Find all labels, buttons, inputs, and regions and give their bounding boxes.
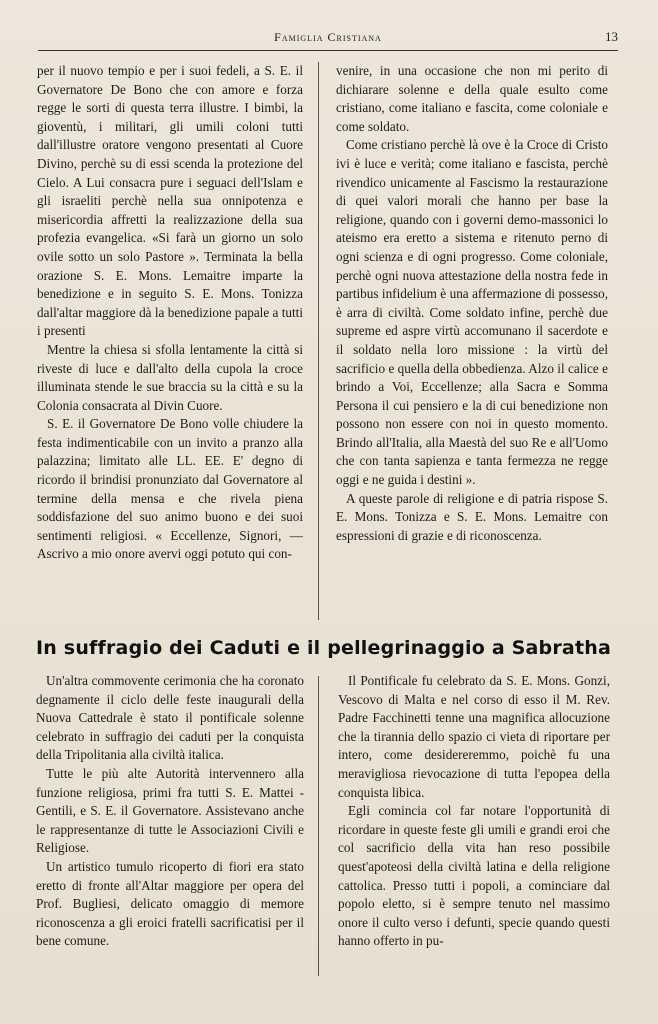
- lower-left-column: [36, 672, 304, 951]
- page-number: 13: [605, 29, 618, 44]
- running-header: [38, 24, 618, 51]
- paragraph: Tutte le più alte Autorità intervennero alla funzione religiosa, primi fra tutti S. E. Mattei - Gentili, e S. E. il Governatore. Assistevano anche le rappresentanze di tutte le Associazioni Civili e Religiose.: [36, 765, 304, 856]
- lower-right-column: [338, 672, 610, 951]
- paragraph: A queste parole di religione e di patria rispose S. E. Mons. Tonizza e S. E. Mons. Lemaitre con espressioni di grazie e di riconoscenza.: [336, 490, 608, 543]
- paragraph: Come cristiano perchè là ove è la Croce di Cristo ivi è luce e verità; come italiano e fascista, perchè rivendico unicamente al Fascismo la restaurazione di quei valori morali che hanno per base la religione, quando con i governi demo-massonici lo ateismo era eretto a sistema e ritenuto perno di ogni scienza e di ogni progresso. Come coloniale, perchè ogni nuova attestazione della nostra fede in partibus infidelium è una affermazione di possesso, è arra di civiltà. Come soldato infine, perchè due supreme ed aspre virtù accomunano il sacerdote e il soldato nella loro missione : la virtù del sacrificio e quella della obbedienza. Alzo il calice e brindo a Voi, Eccellenze; alla Sacra e Somma Persona il cui pensiero e la di cui benedizione non possono non essere con noi in questo momento. Brindo all'Italia, alla Maestà del suo Re e all'Uomo che con tanta sapienza e tanta fermezza ne regge oggi e ne guida i destini ».: [336, 137, 608, 488]
- column-divider: [318, 62, 319, 620]
- section-heading: In suffragio dei Caduti e il pellegrinaggio a Sabratha: [36, 637, 611, 659]
- upper-left-column: [37, 62, 303, 564]
- magazine-title: Famiglia Cristiana: [274, 30, 382, 44]
- paragraph: venire, in una occasione che non mi perito di dichiarare solenne e della quale esulto come cristiano, come italiano e fascita, come coloniale e come soldato.: [336, 63, 608, 134]
- paragraph: Il Pontificale fu celebrato da S. E. Mons. Gonzi, Vescovo di Malta e nel corso di esso il M. Rev. Padre Facchinetti tenne una magnifica allocuzione che la tirannia dello spazio ci vieta di riportare per intero, come desidereremmo, poichè fu una meravigliosa rievocazione di tutta l'epopea della conquista libica.: [338, 673, 610, 800]
- upper-right-column: [336, 62, 608, 545]
- paragraph: per il nuovo tempio e per i suoi fedeli, a S. E. il Governatore De Bono che con amore e forza regge le sorti di questa terra illustre. I bimbi, la gioventù, i militari, gli umili coloni tutti dall'illustre oratore vengono presentati al Cuore Divino, perchè su di essi scenda la protezione del Cielo. A Lui consacra pure i seguaci dell'Islam e gli israeliti perchè nella sua onnipotenza e misericordia affretti la realizzazione della sua profezia evangelica. «Si farà un giorno un solo ovile sotto un solo Pastore ». Terminata la bella orazione S. E. Mons. Lemaitre imparte la benedizione e in seguito S. E. Mons. Tonizza dall'altar maggiore dà la benedizione papale a tutti i presenti: [37, 63, 303, 339]
- paragraph: Egli comincia col far notare l'opportunità di ricordare in queste feste gli umili e grandi eroi che col sacrificio della vita han reso possibile quest'apoteosi della civiltà latina e della religione cattolica. Presso tutti i popoli, a cominciare dal popolo eletto, si è sempre tenuto nel massimo onore il culto verso i defunti, specie quando questi hanno offerto in pu-: [338, 803, 610, 949]
- column-divider: [318, 676, 319, 976]
- paragraph: Un artistico tumulo ricoperto di fiori era stato eretto di fronte all'Altar maggiore per opera del Prof. Bugliesi, delicato omaggio di memore riconoscenza a gli eroici fratelli sacrificatisi per il bene comune.: [36, 858, 304, 949]
- paragraph: Un'altra commovente cerimonia che ha coronato degnamente il ciclo delle feste inaugurali della Nuova Cattedrale è stato il pontificale solenne celebrato in suffragio dei caduti per la conquista della Tripolitania alla civiltà italica.: [36, 673, 304, 763]
- paragraph: Mentre la chiesa si sfolla lentamente la città si riveste di luce e dall'alto della cupola la croce illuminata stende le sue braccia su la città e su la Colonia consacrata al Divin Cuore.: [37, 341, 303, 413]
- paragraph: S. E. il Governatore De Bono volle chiudere la festa indimenticabile con un invito a pranzo alla palazzina; limitato alle LL. EE. E' degno di ricordo il brindisi pronunziato dal Governatore al termine della mensa e che rivela piena soddisfazione del suo animo buono e dei suoi sentimenti religiosi. « Eccellenze, Signori, — Ascrivo a mio onore avervi oggi potuto qui con-: [37, 416, 303, 562]
